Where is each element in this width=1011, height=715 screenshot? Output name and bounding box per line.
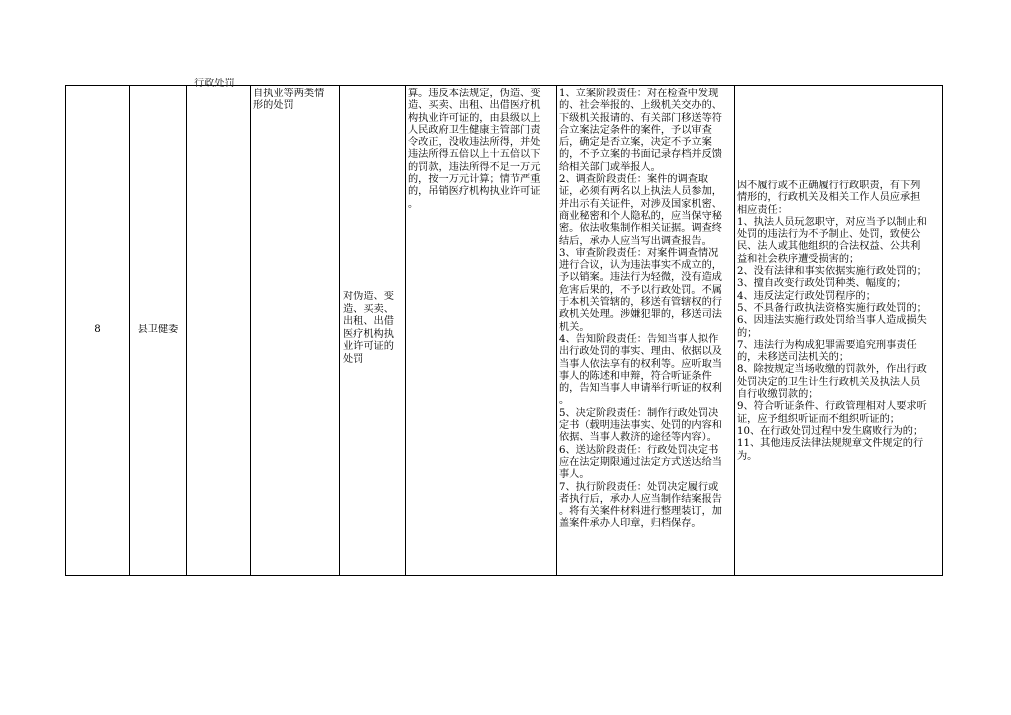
column-divider-2: [186, 85, 187, 576]
column-divider-5: [405, 85, 406, 576]
responsibility-cell: 1、立案阶段责任：对在检查中发现 的、社会举报的、上级机关交办的、 下级机关报请的、有关部门移送等符 合立案法定条件的案件，予以审查 后，确定是否立案，决定不予立案 的，不予立案的书面记录存档并反馈 给相关部门或举报人。 2、调查阶段责任：案件的调查取 证，必须有两名以上执法人员参加， 并出示有关证件，对涉及国家机密、 商业秘密和个人隐私的，应当保守秘 密。依法收集制作相关证据。调查终 结后，承办人应当写出调查报告。 3、审查阶段责任：对案件调查情况 进行合议，认为违法事实不成立的， 予以销案。违法行为轻微，没有造成 危害后果的，不予以行政处罚。不属 于本机关管辖的，移送有管辖权的行 政机关处理。涉嫌犯罪的，移送司法 机关。 4、告知阶段责任：告知当事人拟作 出行政处罚的事实、理由、依据以及 当事人依法享有的权利等。应听取当 事人的陈述和申辩，符合听证条件 的，告知当事人申请举行听证的权利 。 5、决定阶段责任：制作行政处罚决 定书（载明违法事实、处罚的内容和 依据、当事人救济的途径等内容）。 6、送达阶段责任：行政处罚决定书 应在法定期限通过法定方式送达给当 事人。 7、执行阶段责任：处罚决定履行或 者执行后，承办人应当制作结案报告 。将有关案件材料进行整理装订，加 盖案件承办人印章，归档保存。: [559, 88, 722, 530]
column-divider-7: [734, 85, 735, 576]
legal-basis-cell: 算。违反本法规定，伪造、变 造、买卖、出租、出借医疗机 构执业许可证的，由县级以上 人民政府卫生健康主管部门责 令改正，没收违法所得，并处 违法所得五倍以上十五倍以下 的罚款，违法所得不足一万元 的，按一万元计算；情节严重 的，吊销医疗机构执业许可证 。: [408, 88, 541, 210]
department-cell: 县卫健委: [137, 324, 179, 335]
table-right-border: [942, 85, 943, 576]
column-divider-4: [339, 85, 340, 576]
table-bottom-border: [65, 575, 943, 576]
column-divider-3: [250, 85, 251, 576]
row-number-cell: 8: [94, 324, 101, 335]
item-name-cell: 自执业等两类情 形的处罚: [253, 88, 325, 112]
column-divider-6: [556, 85, 557, 576]
subitem-name-cell: 对伪造、变 造、买卖、 出租、出借 医疗机构执 业许可证的 处罚: [343, 291, 394, 365]
accountability-cell: 因不履行或不正确履行行政职责，有下列 情形的，行政机关及相关工作人员应承担 相应责任： 1、执法人员玩忽职守，对应当予以制止和 处罚的违法行为不予制止、处罚，致使公 民、法人或其他组织的合法权益、公共利 益和社会秩序遭受损害的； 2、没有法律和事实依据实施行政处罚的； 3、擅自改变行政处罚种类、幅度的； 4、违反法定行政处罚程序的； 5、不具备行政执法资格实施行政处罚的； 6、因违法实施行政处罚给当事人造成损失 的； 7、违法行为构成犯罪需要追究刑事责任 的，未移送司法机关的； 8、除按规定当场收缴的罚款外，作出行政 处罚决定的卫生计生行政机关及执法人员 自行收缴罚款的； 9、符合听证条件、行政管理相对人要求听 证，应予组织听证而不组织听证的； 10、在行政处罚过程中发生腐败行为的； 11、其他违反法律法规规章文件规定的行 为。: [737, 180, 927, 462]
category-cell-cut: 行政处罚: [194, 78, 235, 89]
